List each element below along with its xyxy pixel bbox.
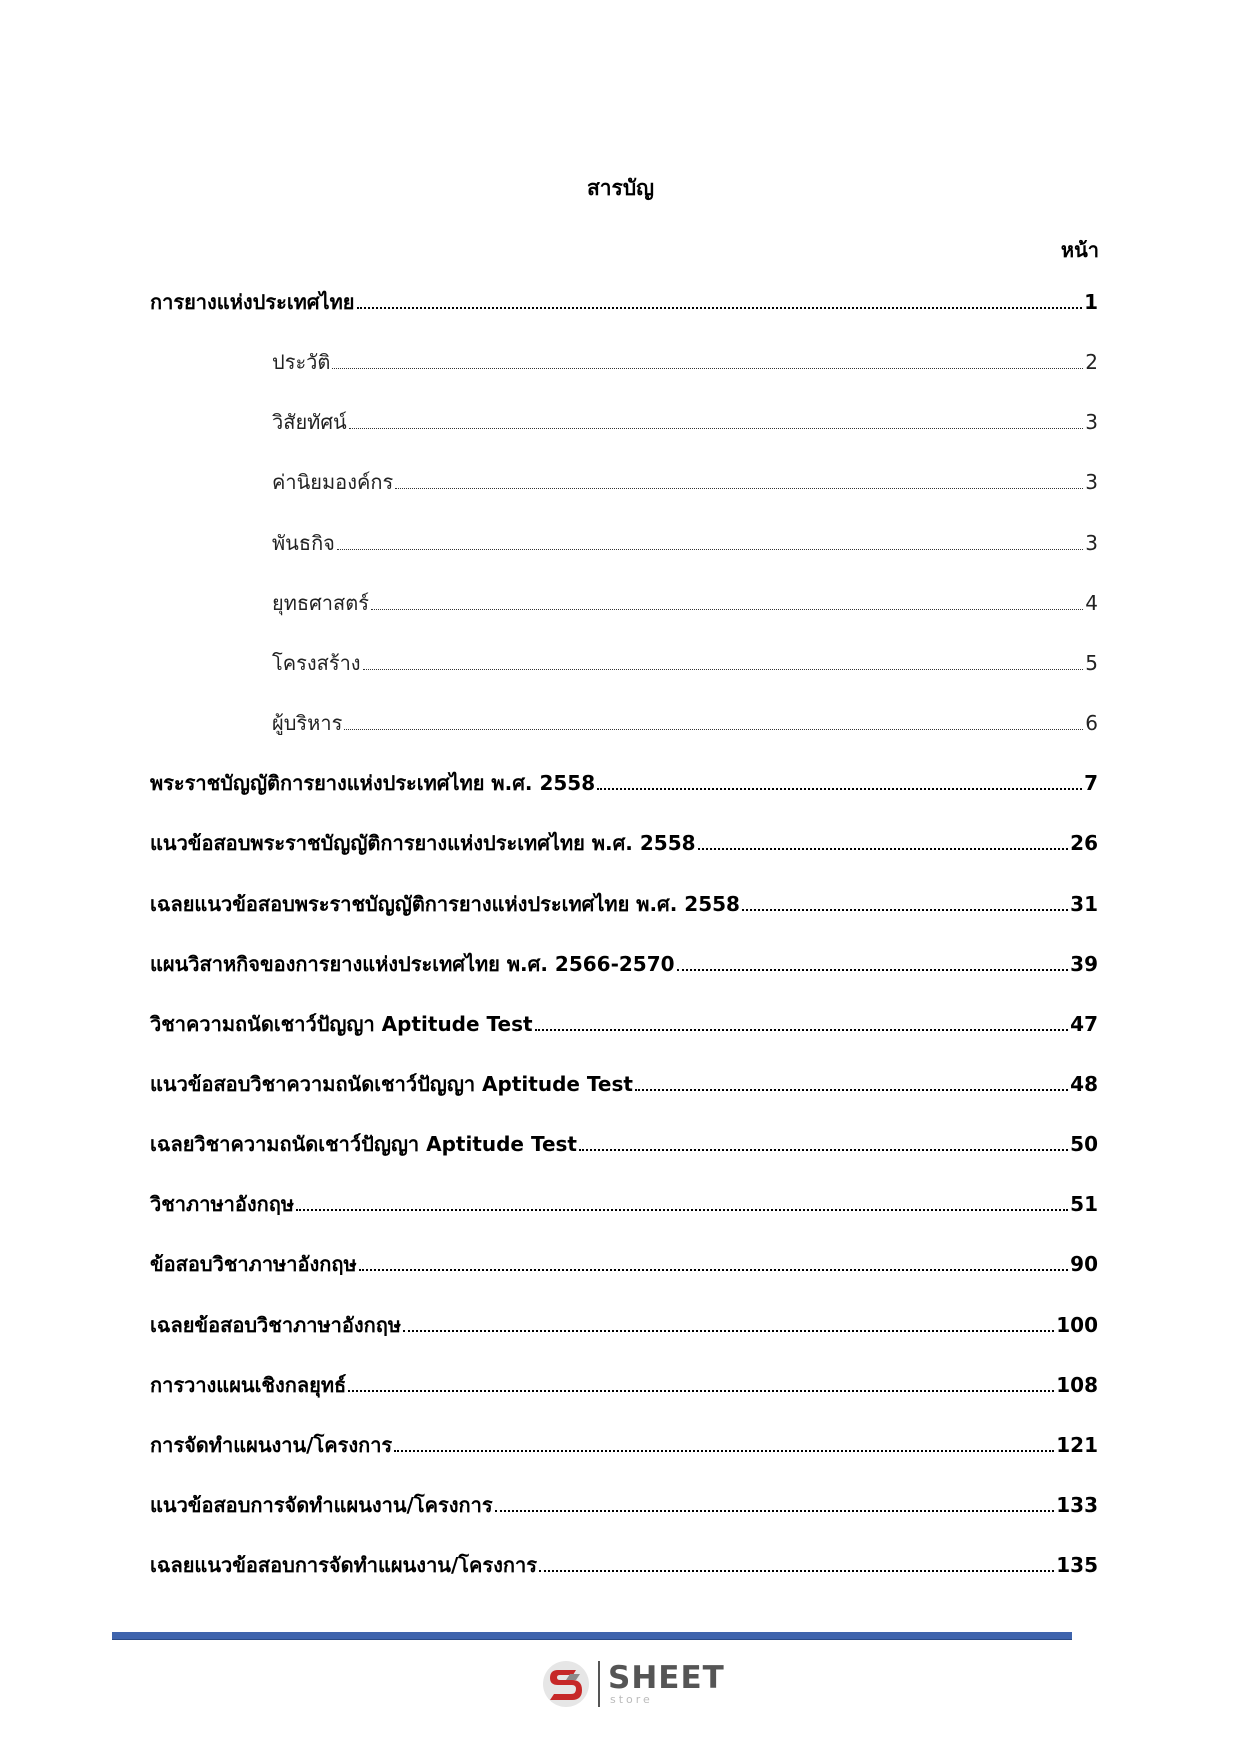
toc-entry-label: พระราชบัญญัติการยางแห่งประเทศไทย พ.ศ. 2558 <box>150 771 596 795</box>
toc-entry <box>272 346 1098 376</box>
toc-entry-page: 26 <box>1070 831 1098 855</box>
toc-entry <box>150 1549 1098 1579</box>
dot-leader <box>363 668 1084 670</box>
toc-entry-label: ข้อสอบวิชาภาษาอังกฤษ <box>150 1252 357 1276</box>
toc-entry-page: 3 <box>1085 470 1098 494</box>
toc-entry-label: ค่านิยมองค์กร <box>272 470 394 494</box>
dot-leader <box>344 728 1083 730</box>
toc-entry-page: 6 <box>1085 711 1098 735</box>
toc-entry-page: 47 <box>1070 1012 1098 1036</box>
dot-leader <box>371 608 1083 610</box>
dot-leader <box>332 367 1083 369</box>
dot-leader <box>539 1569 1054 1572</box>
toc-entry <box>150 1188 1098 1218</box>
logo-wordmark: SHEET <box>608 1660 725 1696</box>
page-column-header: หน้า <box>1060 238 1099 262</box>
toc-entry <box>150 1489 1098 1519</box>
toc-entry <box>150 948 1098 978</box>
toc-entry-page: 5 <box>1085 651 1098 675</box>
toc-entry <box>150 1128 1098 1158</box>
logo-subtitle: store <box>610 1693 653 1706</box>
toc-entry-page: 50 <box>1070 1132 1098 1156</box>
dot-leader <box>742 908 1068 911</box>
toc-entry <box>150 1369 1098 1399</box>
toc-entry-label: การวางแผนเชิงกลยุทธ์ <box>150 1373 347 1397</box>
toc-entry <box>272 587 1098 617</box>
toc-entry-page: 3 <box>1085 531 1098 555</box>
toc-entry <box>272 707 1098 737</box>
toc-entry-label: พันธกิจ <box>272 531 335 555</box>
toc-entry-label: ประวัติ <box>272 350 331 374</box>
dot-leader <box>677 968 1069 971</box>
toc-entry <box>272 466 1098 496</box>
footer-rule <box>112 1632 1072 1640</box>
toc-entry-label: วิชาความถนัดเชาว์ปัญญา Aptitude Test <box>150 1012 533 1036</box>
toc-entry-page: 1 <box>1084 290 1098 314</box>
toc-entry-page: 31 <box>1070 892 1098 916</box>
dot-leader <box>535 1028 1069 1031</box>
toc-entry-page: 48 <box>1070 1072 1098 1096</box>
dot-leader <box>296 1208 1068 1211</box>
toc-entry-page: 121 <box>1056 1433 1098 1457</box>
toc-entry-label: การยางแห่งประเทศไทย <box>150 290 355 314</box>
toc-entry-label: เฉลยแนวข้อสอบการจัดทำแผนงาน/โครงการ <box>150 1553 537 1577</box>
toc-entry-label: การจัดทำแผนงาน/โครงการ <box>150 1433 393 1457</box>
toc-entry-label: เฉลยวิชาความถนัดเชาว์ปัญญา Aptitude Test <box>150 1132 577 1156</box>
page-title: สารบัญ <box>586 176 655 200</box>
toc-entry <box>150 1309 1098 1339</box>
dot-leader <box>394 1449 1054 1452</box>
logo-separator <box>598 1661 600 1707</box>
toc-entry <box>272 406 1098 436</box>
toc-entry <box>150 767 1098 797</box>
toc-entry-label: แนวข้อสอบวิชาความถนัดเชาว์ปัญญา Aptitude Test <box>150 1072 633 1096</box>
toc-entry-page: 4 <box>1085 591 1098 615</box>
toc-entry <box>272 527 1098 557</box>
dot-leader <box>348 1389 1054 1392</box>
toc-entry-label: แนวข้อสอบพระราชบัญญัติการยางแห่งประเทศไทย พ.ศ. 2558 <box>150 831 696 855</box>
toc-entry-label: เฉลยข้อสอบวิชาภาษาอังกฤษ <box>150 1313 402 1337</box>
toc-entry-page: 133 <box>1056 1493 1098 1517</box>
toc-entry-page: 7 <box>1084 771 1098 795</box>
toc-entry <box>150 1248 1098 1278</box>
toc-entry-page: 2 <box>1085 350 1098 374</box>
dot-leader <box>403 1329 1054 1332</box>
toc-entry-page: 90 <box>1070 1252 1098 1276</box>
toc-entry <box>150 1008 1098 1038</box>
dot-leader <box>495 1509 1055 1512</box>
toc-entry-label: แนวข้อสอบการจัดทำแผนงาน/โครงการ <box>150 1493 493 1517</box>
toc-entry <box>150 827 1098 857</box>
footer-logo <box>540 1656 725 1712</box>
dot-leader <box>395 487 1083 489</box>
toc-entry <box>150 286 1098 316</box>
toc-entry-label: วิสัยทัศน์ <box>272 410 347 434</box>
toc-entry <box>150 1429 1098 1459</box>
dot-leader <box>357 306 1083 309</box>
toc-entry-page: 3 <box>1085 410 1098 434</box>
toc-entry-label: โครงสร้าง <box>272 651 361 675</box>
dot-leader <box>635 1088 1068 1091</box>
toc-entry-page: 135 <box>1056 1553 1098 1577</box>
toc-entry-label: แผนวิสาหกิจของการยางแห่งประเทศไทย พ.ศ. 2566-2570 <box>150 952 675 976</box>
dot-leader <box>359 1268 1069 1271</box>
toc-entry-label: ยุทธศาสตร์ <box>272 591 369 615</box>
dot-leader <box>597 787 1082 790</box>
dot-leader <box>349 427 1084 429</box>
toc-entry <box>272 647 1098 677</box>
toc-entry <box>150 888 1098 918</box>
toc-entry-label: วิชาภาษาอังกฤษ <box>150 1192 295 1216</box>
toc-entry-label: เฉลยแนวข้อสอบพระราชบัญญัติการยางแห่งประเทศไทย พ.ศ. 2558 <box>150 892 740 916</box>
toc-entry-page: 100 <box>1056 1313 1098 1337</box>
toc-entry-page: 108 <box>1056 1373 1098 1397</box>
toc-entry-page: 39 <box>1070 952 1098 976</box>
sheet-store-s-icon <box>540 1658 592 1710</box>
toc-entry-label: ผู้บริหาร <box>272 711 343 735</box>
toc-entry <box>150 1068 1098 1098</box>
dot-leader <box>337 548 1083 550</box>
dot-leader <box>579 1148 1068 1151</box>
dot-leader <box>698 847 1069 850</box>
toc-entry-page: 51 <box>1070 1192 1098 1216</box>
